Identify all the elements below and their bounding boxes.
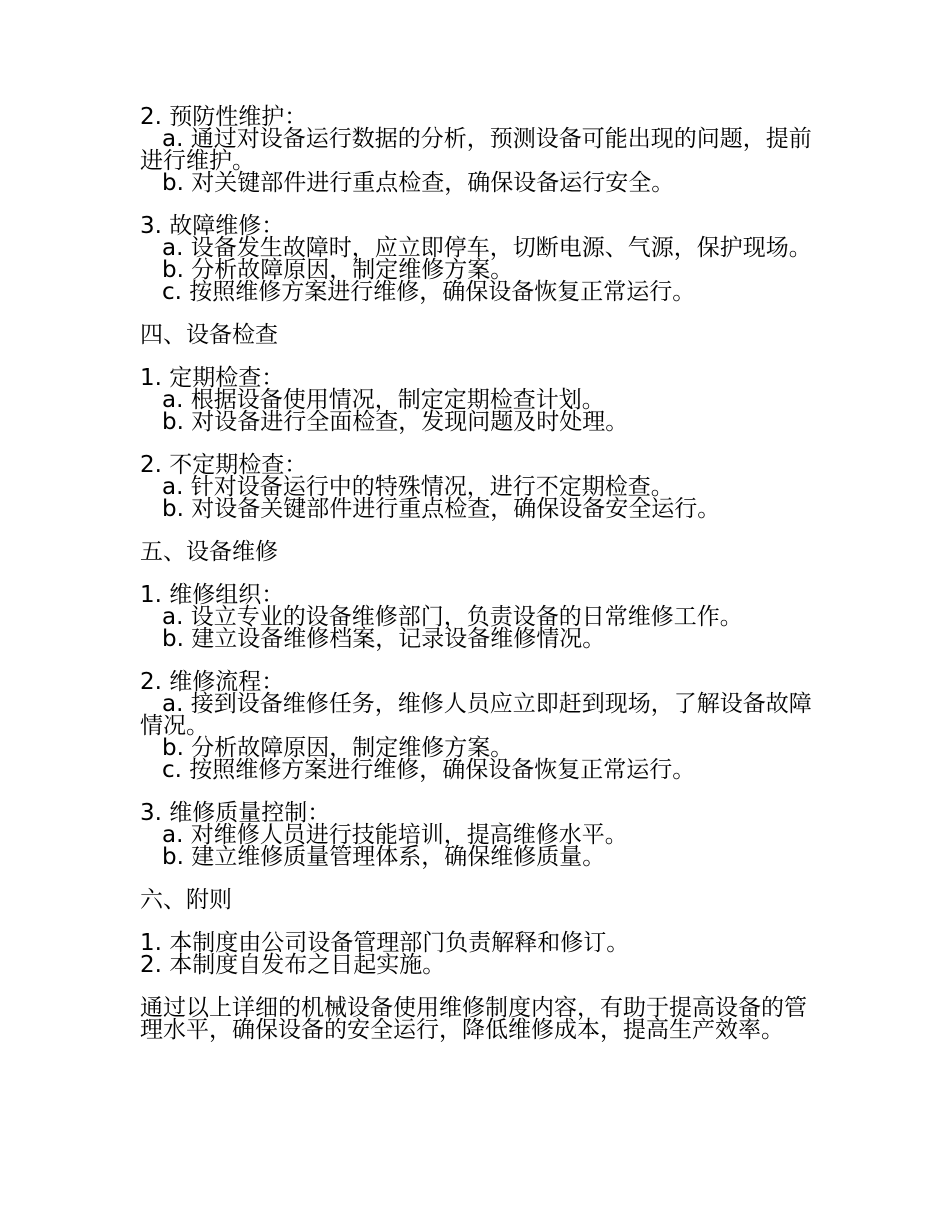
list-item: b. 分析故障原因，制定维修方案。 xyxy=(162,257,514,283)
list-item: c. 按照维修方案进行维修，确保设备恢复正常运行。 xyxy=(162,757,696,783)
subsection-heading: 3. 维修质量控制： xyxy=(140,800,331,826)
section-title: 五、设备维修 xyxy=(140,539,278,565)
list-item: a. 针对设备运行中的特殊情况，进行不定期检查。 xyxy=(162,474,674,500)
list-item: b. 建立维修质量管理体系，确保维修质量。 xyxy=(162,844,606,870)
spacer xyxy=(140,650,812,671)
spacer xyxy=(140,781,812,802)
clause-line: 1. 本制度由公司设备管理部门负责解释和修订。 xyxy=(140,930,630,956)
subsection-heading: 1. 维修组织： xyxy=(140,582,285,608)
list-item: a. 通过对设备运行数据的分析，预测设备可能出现的问题，提前进行维护。 xyxy=(140,126,812,174)
subsection-heading: 2. 不定期检查： xyxy=(140,452,308,478)
spacer xyxy=(140,194,812,215)
section-title: 四、设备检查 xyxy=(140,322,278,348)
list-item: a. 接到设备维修任务，维修人员应立即赶到现场，了解设备故障情况。 xyxy=(140,691,812,739)
list-item: c. 按照维修方案进行维修，确保设备恢复正常运行。 xyxy=(162,279,696,305)
list-item: b. 对设备进行全面检查，发现问题及时处理。 xyxy=(162,409,629,435)
spacer xyxy=(140,303,812,324)
spacer xyxy=(140,346,812,367)
spacer xyxy=(140,868,812,889)
list-item: a. 对维修人员进行技能培训，提高维修水平。 xyxy=(162,822,628,848)
spacer xyxy=(140,520,812,541)
section-title: 六、附则 xyxy=(140,887,232,913)
list-item: a. 根据设备使用情况，制定定期检查计划。 xyxy=(162,387,605,413)
closing-paragraph: 通过以上详细的机械设备使用维修制度内容，有助于提高设备的管理水平，确保设备的安全运行，降低维修成本，提高生产效率。 xyxy=(140,995,807,1043)
spacer xyxy=(140,433,812,454)
subsection-heading: 1. 定期检查： xyxy=(140,365,285,391)
list-item: b. 对设备关键部件进行重点检查，确保设备安全运行。 xyxy=(162,496,721,522)
list-item: a. 设立专业的设备维修部门，负责设备的日常维修工作。 xyxy=(162,604,743,630)
document-page xyxy=(140,106,812,1041)
list-item: b. 分析故障原因，制定维修方案。 xyxy=(162,735,514,761)
list-item: b. 建立设备维修档案，记录设备维修情况。 xyxy=(162,626,606,652)
spacer xyxy=(140,976,812,997)
subsection-heading: 3. 故障维修： xyxy=(140,213,285,239)
list-item: a. 设备发生故障时，应立即停车，切断电源、气源，保护现场。 xyxy=(162,235,812,261)
spacer xyxy=(140,911,812,932)
subsection-heading: 2. 预防性维护： xyxy=(140,104,308,130)
clause-line: 2. 本制度自发布之日起实施。 xyxy=(140,952,446,978)
spacer xyxy=(140,563,812,584)
subsection-heading: 2. 维修流程： xyxy=(140,669,285,695)
list-item: b. 对关键部件进行重点检查，确保设备运行安全。 xyxy=(162,170,675,196)
